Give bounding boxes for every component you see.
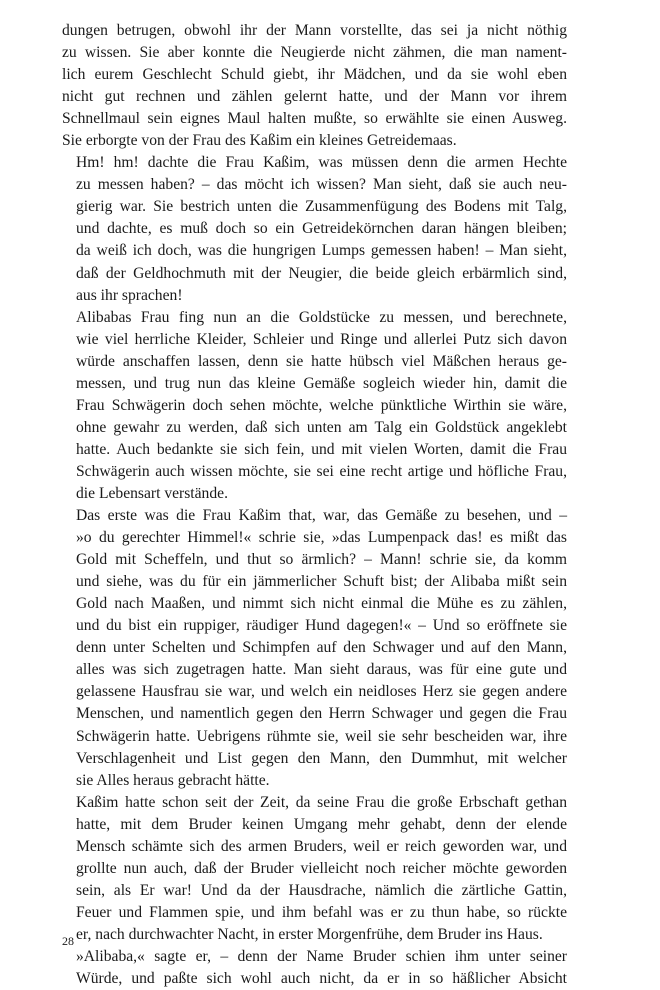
text-line: hatte, mit dem Bruder keinen Umgang mehr gehabt, denn der elende: [76, 815, 567, 833]
text-line: Schwägerin hatte. Uebrigens rühmte sie, weil sie sehr bescheiden war, ihre: [76, 727, 567, 745]
text-line: zu messen haben? – das möcht ich wissen? Man sieht, daß sie auch neu-: [76, 176, 567, 194]
text-line: Schwägerin auch wissen möchte, sie sei eine recht artige und höfliche Frau,: [76, 462, 567, 480]
text-line: wie viel herrliche Kleider, Schleier und Ringe und allerlei Putz sich davon: [76, 330, 567, 348]
text-line: dungen betrugen, obwohl ihr der Mann vorstellte, das sei ja nicht nöthig: [62, 22, 567, 39]
text-line: hatte. Auch bedankte sie sich fein, und mit vielen Worten, damit die Frau: [76, 440, 567, 458]
paragraph: [62, 152, 567, 306]
paragraph: [62, 946, 567, 990]
text-line: Menschen, und namentlich gegen den Herrn Schwager und gegen die Frau: [76, 705, 567, 723]
text-line: Feuer und Flammen spie, und ihm befahl was er zu thun habe, so rückte: [76, 903, 567, 921]
paragraph: [62, 20, 567, 152]
text-line: zu wissen. Sie aber konnte die Neugierde nicht zähmen, die man nament-: [62, 44, 567, 62]
text-line: Das erste was die Frau Kaßim that, war, das Gemäße zu besehen, und –: [76, 507, 567, 525]
text-line: daß der Geldhochmuth mit der Neugier, die beide gleich erbärmlich sind,: [76, 264, 567, 282]
text-line: Kaßim hatte schon seit der Zeit, da seine Frau die große Erbschaft gethan: [76, 793, 567, 811]
text-line: aus ihr sprachen!: [76, 286, 183, 304]
text-line: und dachte, es muß doch so ein Getreidekörnchen daran hängen bleiben;: [76, 220, 567, 238]
text-line: Gold nach Maaßen, und nimmt sich nicht einmal die Mühe es zu zählen,: [76, 595, 567, 613]
text-line: messen, und trug nun das kleine Gemäße sogleich wieder hin, damit die: [76, 374, 567, 392]
page-number: 28: [62, 934, 74, 948]
text-line: er, nach durchwachter Nacht, in erster Morgenfrühe, dem Bruder ins Haus.: [76, 925, 543, 943]
text-line: Würde, und paßte sich wohl auch nicht, da er in so häßlicher Absicht: [76, 970, 567, 988]
text-line: grollte nun auch, daß der Bruder vielleicht noch reicher möchte geworden: [76, 859, 567, 877]
text-line: lich eurem Geschlecht Schuld giebt, ihr Mädchen, und da sie wohl eben: [62, 66, 567, 84]
text-line: und du bist ein ruppiger, räudiger Hund dagegen!« – Und so eröffnete sie: [76, 617, 567, 635]
text-line: alles was sich zugetragen hatte. Man sieht daraus, was für eine gute und: [76, 661, 567, 679]
text-line: gelassene Hausfrau sie war, und welch ein neidloses Herz sie gegen andere: [76, 683, 567, 701]
text-line: Gold mit Scheffeln, und thut so ärmlich? – Mann! schrie sie, da komm: [76, 551, 567, 569]
text-line: Sie erborgte von der Frau des Kaßim ein kleines Getreidemaas.: [62, 132, 457, 150]
text-line: würde anschaffen lassen, denn sie hatte hübsch viel Mäßchen heraus ge-: [76, 352, 567, 370]
text-line: die Lebensart verstände.: [76, 484, 228, 502]
text-line: ohne gewahr zu werden, daß sich unten am Talg ein Goldstück angeklebt: [76, 418, 567, 436]
page-text-block: [62, 20, 567, 990]
text-line: denn unter Schelten und Schimpfen auf den Schwager und auf den Mann,: [76, 639, 567, 657]
text-line: und siehe, was du für ein jämmerlicher Schuft bist; der Alibaba mißt sein: [76, 573, 567, 591]
text-line: nicht gut rechnen und zählen gelernt hatte, und der Mann vor ihrem: [62, 88, 567, 106]
text-line: gierig war. Sie bestrich unten die Zusammenfügung des Bodens mit Talg,: [76, 198, 567, 216]
text-line: Hm! hm! dachte die Frau Kaßim, was müssen denn die armen Hechte: [76, 154, 567, 172]
paragraph: [62, 307, 567, 505]
text-line: Mensch schämte sich des armen Bruders, weil er reich geworden war, und: [76, 837, 567, 855]
text-line: »Alibaba,« sagte er, – denn der Name Bruder schien ihm unter seiner: [76, 947, 567, 965]
text-line: Frau Schwägerin doch sehen möchte, welche pünktliche Wirthin sie wäre,: [76, 396, 567, 414]
paragraph: [62, 505, 567, 792]
text-line: da weiß ich doch, was die hungrigen Lumps gemessen haben! – Man sieht,: [76, 242, 567, 260]
text-line: Alibabas Frau fing nun an die Goldstücke zu messen, und berechnete,: [76, 308, 567, 326]
text-line: Verschlagenheit und List gegen den Mann, den Dummhut, mit welcher: [76, 749, 567, 767]
text-line: Schnellmaul sein eignes Maul halten mußte, so erwählte sie einen Ausweg.: [62, 110, 567, 128]
text-line: »o du gerechter Himmel!« schrie sie, »das Lumpenpack das! es mißt das: [76, 529, 567, 547]
paragraph: [62, 792, 567, 946]
text-line: sein, als Er war! Und da der Hausdrache, nämlich die zärtliche Gattin,: [76, 881, 567, 899]
text-line: sie Alles heraus gebracht hätte.: [76, 771, 270, 789]
